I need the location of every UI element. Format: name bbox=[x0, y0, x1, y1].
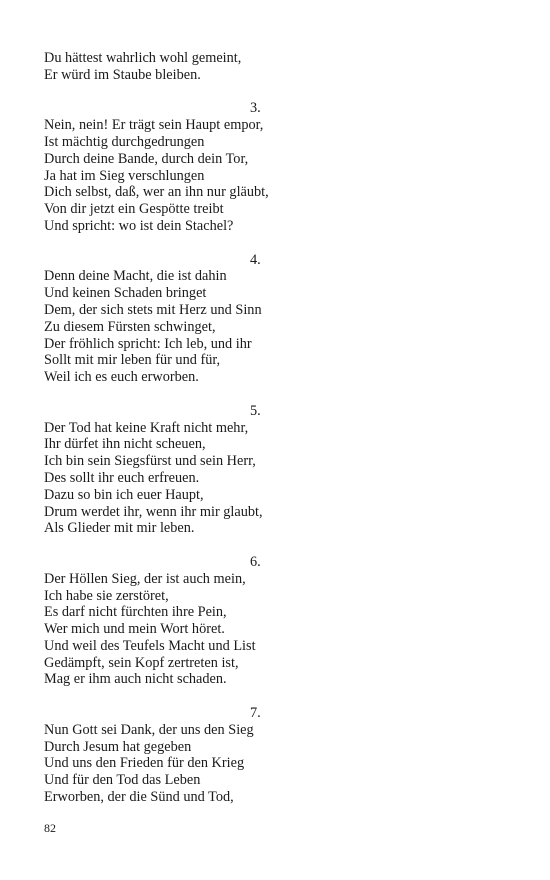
verse-line: Wer mich und mein Wort höret. bbox=[44, 621, 225, 638]
stanza-3 bbox=[44, 100, 514, 234]
verse-line: Als Glieder mit mir leben. bbox=[44, 520, 195, 537]
verse-line: Der Höllen Sieg, der ist auch mein, bbox=[44, 570, 246, 587]
verse-line: Und keinen Schaden bringet bbox=[44, 285, 207, 302]
verse-line: Nun Gott sei Dank, der uns den Sieg bbox=[44, 721, 254, 738]
verse-line: Der Tod hat keine Kraft nicht mehr, bbox=[44, 419, 249, 436]
stanza-5 bbox=[44, 403, 514, 537]
verse-line: Dazu so bin ich euer Haupt, bbox=[44, 486, 204, 503]
stanza-6 bbox=[44, 554, 514, 688]
verse-line: Des sollt ihr euch erfreuen. bbox=[44, 469, 200, 486]
verse-line: Dich selbst, daß, wer an ihn nur gläubt, bbox=[44, 184, 269, 201]
page-number: 82 bbox=[44, 821, 56, 835]
stanza-number: 7. bbox=[250, 705, 261, 722]
verse-line: Dem, der sich stets mit Herz und Sinn bbox=[44, 301, 262, 318]
verse-line: Ja hat im Sieg verschlungen bbox=[44, 167, 205, 184]
stanza-number: 4. bbox=[250, 251, 261, 268]
verse-line: Ist mächtig durchgedrungen bbox=[44, 133, 205, 150]
stanza-7 bbox=[44, 705, 514, 806]
verse-line: Mag er ihm auch nicht schaden. bbox=[44, 671, 227, 688]
intro-lines bbox=[44, 50, 514, 84]
stanza-4 bbox=[44, 252, 514, 386]
verse-line: Der fröhlich spricht: Ich leb, und ihr bbox=[44, 335, 252, 352]
verse-line: Es darf nicht fürchten ihre Pein, bbox=[44, 604, 227, 621]
verse-line: Und weil des Teufels Macht und List bbox=[44, 637, 256, 654]
verse-line: Zu diesem Fürsten schwinget, bbox=[44, 318, 216, 335]
verse-line: Und spricht: wo ist dein Stachel? bbox=[44, 217, 234, 234]
verse-line: Ich habe sie zerstöret, bbox=[44, 587, 169, 604]
verse-line: Er würd im Staube bleiben. bbox=[44, 66, 201, 83]
verse-line: Ich bin sein Siegsfürst und sein Herr, bbox=[44, 453, 256, 470]
verse-line: Und für den Tod das Leben bbox=[44, 772, 201, 789]
verse-line: Nein, nein! Er trägt sein Haupt empor, bbox=[44, 117, 264, 134]
verse-line: Denn deine Macht, die ist dahin bbox=[44, 268, 227, 285]
verse-line: Gedämpft, sein Kopf zertreten ist, bbox=[44, 654, 239, 671]
verse-line: Durch Jesum hat gegeben bbox=[44, 738, 192, 755]
verse-line: Durch deine Bande, durch dein Tor, bbox=[44, 150, 249, 167]
stanza-number: 5. bbox=[250, 402, 261, 419]
verse-line: Ihr dürfet ihn nicht scheuen, bbox=[44, 436, 206, 453]
page-body bbox=[44, 50, 514, 806]
verse-line: Du hättest wahrlich wohl gemeint, bbox=[44, 50, 242, 66]
verse-line: Drum werdet ihr, wenn ihr mir glaubt, bbox=[44, 503, 263, 520]
verse-line: Und uns den Frieden für den Krieg bbox=[44, 755, 245, 772]
verse-line: Sollt mit mir leben für und für, bbox=[44, 352, 221, 369]
stanza-number: 6. bbox=[250, 553, 261, 570]
verse-line: Erworben, der die Sünd und Tod, bbox=[44, 789, 234, 806]
stanza-number: 3. bbox=[250, 100, 261, 117]
verse-line: Von dir jetzt ein Gespötte treibt bbox=[44, 201, 224, 218]
verse-line: Weil ich es euch erworben. bbox=[44, 369, 199, 386]
